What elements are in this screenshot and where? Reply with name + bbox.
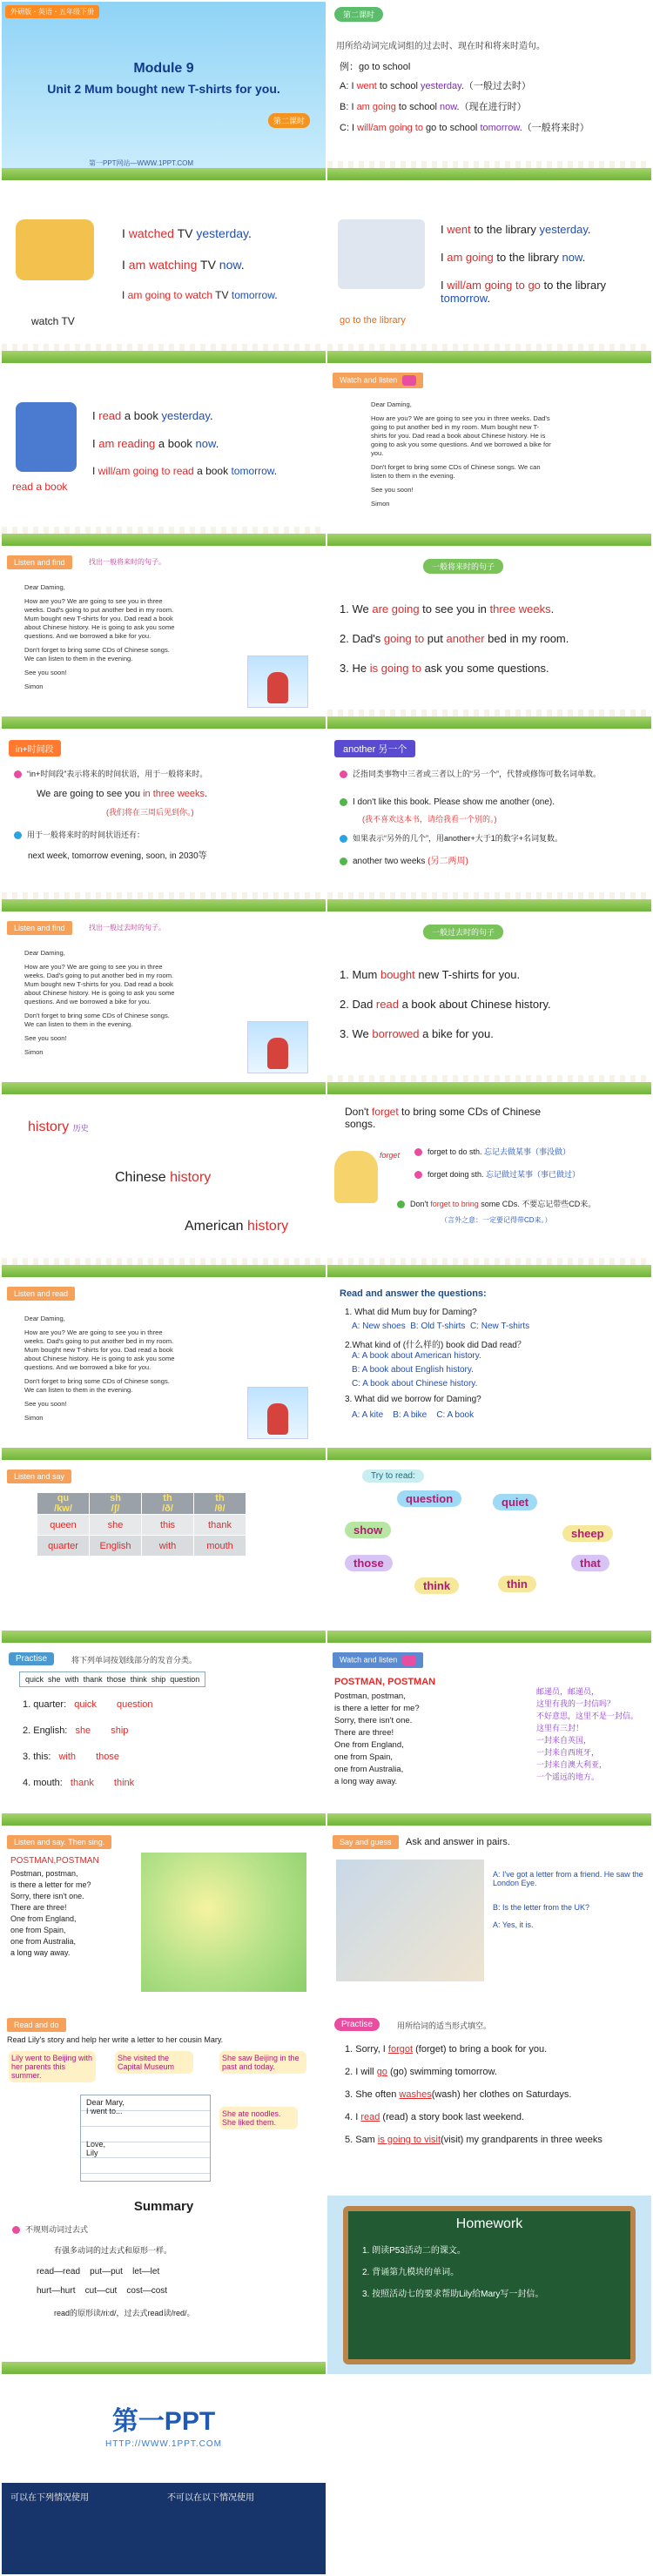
note: read的原形读/ri:d/，过去式read读/red/。 — [54, 2309, 195, 2317]
phrase-chinese-history: Chinese history — [115, 1170, 212, 1185]
line-2: 2. Dad read a book about Chinese history. — [340, 998, 551, 1011]
letter: Dear Daming, How are you? We are going to see you in three weeks. Dad's going to put another bed in my room. Mum bought new T-shirts for you. Dad read a book about Chinese history. He is going to ask you some questions. And we borrowed a bike for you. Don't forget to bring some CDs of Chinese songs. We can listen to them in the evening. See you soon! Simon — [24, 949, 175, 1056]
word-chip: question — [397, 1490, 461, 1507]
bullet-icon — [414, 1171, 422, 1179]
answer-row: 1. quarter: quick question — [23, 1699, 153, 1710]
translation-1: (我不喜欢这本书，请给我看一个别的。) — [362, 815, 497, 824]
illustration-label: go to the library — [340, 315, 406, 326]
illustration-label: watch TV — [31, 315, 75, 327]
phrase-american-history: American history — [185, 1219, 289, 1234]
boy-picture — [247, 1387, 308, 1439]
line-1: 1. Mum bought new T-shirts for you. — [340, 968, 521, 981]
options-1: A: New shoes B: Old T-shirts C: New T-shirts — [352, 1322, 530, 1331]
section-tag: Listen and say — [7, 1470, 71, 1483]
word-chip: sheep — [562, 1525, 613, 1542]
usage-1: forget to do sth. 忘记去做某事（事没做） — [414, 1146, 570, 1157]
song-title: POSTMAN,POSTMAN — [10, 1856, 99, 1866]
slide-future-sentences — [327, 550, 651, 729]
usage-2: forget doing sth. 忘记做过某事（事已做过） — [414, 1168, 580, 1180]
question-1: 1. Sorry, I forgot (forget) to bring a book for you. — [345, 2044, 548, 2055]
letter: Dear Daming, How are you? We are going to see you in three weeks. Dad's going to put another bed in my room. Mum bought new T-shirts for you. Dad read a book about Chinese history. He is going to ask you some questions. And we borrowed a bike for you. Don't forget to bring some CDs of Chinese songs. We can listen to them in the evening. See you soon! Simon — [24, 583, 175, 690]
rule-2: 如果表示“另外的几个”，用another+大于1的数字+名词复数。 — [340, 832, 636, 844]
title: Don't forget to bring some CDs of Chinese songs. — [345, 1106, 542, 1130]
lesson-tag: 第二课时 — [334, 7, 383, 22]
slide-practise-sort — [2, 1647, 326, 1826]
pair-row-1: read—read put—put let—let — [37, 2267, 160, 2277]
title: Read and answer the questions: — [340, 1288, 487, 1299]
line-3: 3. He is going to ask you some questions. — [340, 662, 549, 675]
homework-item: 3. 按照活动七的要求帮助Lily给Mary写一封信。 — [362, 2290, 544, 2299]
letter: Dear Daming, How are you? We are going to see you in three weeks. Dad's going to put another bed in my room. Mum bought new T-shirts for you. Dad read a book about Chinese history. He is going to ask you some questions. And we borrowed a bike for you. Don't forget to bring some CDs of Chinese songs. We can listen to them in the evening. See you soon! Simon — [24, 1315, 175, 1422]
poem: Postman, postman, is there a letter for me? Sorry, there isn't one. There are three! One from England, one from Spain, one from Australia, a long way away. — [10, 1869, 91, 1957]
example: We are going to see you in three weeks. — [37, 789, 208, 799]
section-tag: Listen and find — [7, 555, 72, 569]
section-tag: 不规则动词过去式 — [12, 2223, 88, 2235]
poem-translation: 邮递员，邮递员， 这里有我的一封信吗？ 不好意思，这里不是一封信。 这里有三封！ 一封来自英国， 一封来自西班牙， 一封来自澳大利亚， 一个遥远的地方。 — [536, 1687, 639, 1781]
bullet-icon — [340, 835, 347, 843]
tv-illustration — [16, 219, 94, 280]
teacher-illustration — [334, 1151, 378, 1203]
homework-item: 1. 朗读P53活动二的课文。 — [362, 2246, 466, 2256]
logo: 第一PPT — [111, 2407, 216, 2436]
slide-watch-listen-letter — [327, 367, 651, 546]
play-icon[interactable] — [402, 375, 416, 386]
line-present: I am reading a book now. — [92, 437, 219, 450]
line-future: I will/am going to go to the library tomorrow. — [441, 279, 607, 305]
slide-practise-fill — [327, 2013, 651, 2191]
slide-summary — [2, 2196, 326, 2374]
bubble-3: She saw Beijing in the past and today. — [219, 2051, 306, 2074]
bullet-icon — [340, 798, 347, 806]
word-chip: show — [345, 1522, 391, 1538]
head-cell: qu /kw/ — [37, 1493, 90, 1515]
head-cell: sh /ʃ/ — [90, 1493, 142, 1515]
line-a: A: I've got a letter from a friend. He saw the London Eye. — [493, 1870, 643, 1887]
word-chip: think — [414, 1577, 459, 1594]
answer-row: 4. mouth: thank think — [23, 1778, 135, 1788]
slide-postman-watch — [327, 1647, 651, 1826]
site-watermark: 第一PPT网站—WWW.1PPT.COM — [89, 159, 193, 167]
slide-postman-sing — [2, 1830, 326, 2008]
instruction: Read Lily's story and help her write a letter to her cousin Mary. — [7, 2035, 224, 2044]
unit-title: Unit 2 Mum bought new T-shirts for you. — [47, 82, 280, 96]
rule-1: 泛指同类事物中三者或三者以上的“另一个”，代替或修饰可数名词单数。 — [340, 768, 636, 779]
library-illustration — [338, 219, 425, 289]
photo-collage — [336, 1860, 484, 1981]
footer-panel — [2, 2483, 326, 2574]
slide-past-sentences — [327, 916, 651, 1094]
section-tag: Listen and say. Then sing. — [7, 1835, 111, 1849]
section-tag: Listen and find — [7, 921, 72, 935]
slide-listen-find-past — [2, 916, 326, 1094]
question-2: 2.What kind of (什么样的) book did Dad read？ — [345, 1341, 526, 1350]
bullet-icon — [14, 770, 22, 778]
word-history: history 历史 — [28, 1120, 89, 1134]
example-head: 例：go to school — [340, 62, 411, 72]
intro-text: 用所给动词完成词组的过去时、现在时和将来时造句。 — [336, 42, 545, 51]
line-2: 2. Dad's going to put another bed in my room. — [340, 632, 569, 645]
word-chip: thin — [498, 1576, 536, 1592]
bullet-icon — [414, 1148, 422, 1156]
bullet-icon — [340, 770, 347, 778]
sentence-b: B: I am going to school now.（现在进行时） — [340, 102, 527, 112]
slide-read-answer — [327, 1281, 651, 1460]
slide-read-do — [2, 2013, 326, 2191]
slide-listen-read — [2, 1281, 326, 1460]
hint: 找出一般将来时的句子。 — [89, 558, 165, 566]
word-chip: those — [345, 1555, 393, 1571]
options-3: A: A kite B: A bike C: A book — [352, 1410, 475, 1420]
decor-picture — [141, 1853, 306, 1992]
slide-credits — [2, 2378, 326, 2574]
line-1: 1. We are going to see you in three weeks. — [340, 602, 555, 615]
reading-illustration — [16, 402, 77, 472]
phonics-table: qu /kw/ sh /ʃ/ th /ð/ th /θ/ queen she this thank quarter English with mouth — [37, 1492, 246, 1557]
line-present: I am watching TV now. — [122, 258, 245, 272]
line-b: B: Is the letter from the UK? — [493, 1903, 590, 1912]
bullet-icon — [340, 858, 347, 865]
line-3: 3. We borrowed a bike for you. — [340, 1027, 494, 1040]
question-4: 4. I read (read) a story book last weekend. — [345, 2112, 525, 2122]
hint-banner: 一般将来时的句子 — [423, 559, 503, 574]
slide-watch-tv — [2, 185, 326, 363]
section-tag: another 另一个 — [334, 740, 415, 757]
head-cell: th /θ/ — [194, 1493, 246, 1515]
slide-homework — [327, 2196, 651, 2374]
poem: Postman, postman, is there a letter for me? Sorry, there isn't one. There are three! One from England, one from Spain, one from Australia, a long way away. — [334, 1692, 420, 1786]
bullet-icon — [397, 1201, 405, 1208]
line-past: I read a book yesterday. — [92, 409, 213, 422]
line-past: I went to the library yesterday. — [441, 223, 591, 236]
cannot-use-head: 不可以在以下情况使用 — [167, 2493, 254, 2503]
bullet-icon — [12, 2226, 20, 2234]
section-tag: Watch and listen — [333, 373, 423, 388]
slide-forget — [327, 1099, 651, 1277]
can-use-head: 可以在下列情况使用 — [10, 2493, 89, 2503]
question-5: 5. Sam is going to visit(visit) my grandparents in three weeks — [345, 2135, 603, 2145]
option-2b: B: A book about English history. — [352, 1365, 474, 1375]
slide-library — [327, 185, 651, 363]
slide-say-guess — [327, 1830, 651, 2008]
answer-row: 2. English: she ship — [23, 1725, 129, 1736]
time-list: next week, tomorrow evening, soon, in 2030等 — [28, 851, 207, 861]
site-url: HTTP://WWW.1PPT.COM — [105, 2439, 222, 2449]
play-icon[interactable] — [402, 1655, 416, 1665]
slide-another — [327, 733, 651, 911]
sentence-a: A: I went to school yesterday.（一般过去时） — [340, 81, 531, 91]
slide-in-time — [2, 733, 326, 911]
letter-form: Dear Mary, I went to... Love, Lily — [80, 2095, 211, 2182]
slide-listen-find-future — [2, 550, 326, 729]
section-tag: Practise — [9, 1652, 54, 1665]
module-title: Module 9 — [133, 61, 194, 76]
bubble-4: She ate noodles. She liked them. — [219, 2107, 298, 2129]
section-tag: in+时间段 — [9, 740, 61, 757]
option-2a: A: A book about American history. — [352, 1351, 481, 1361]
section-tag: Watch and listen — [333, 1652, 423, 1668]
line-c: A: Yes, it is. — [493, 1920, 534, 1929]
word-bank: quick she with thank those think ship question — [19, 1671, 205, 1687]
rule: 有强多动词的过去式和原形一样。 — [54, 2246, 172, 2255]
heading: Ask and answer in pairs. — [406, 1837, 510, 1847]
section-tag: Read and do — [7, 2018, 66, 2032]
line-present: I am going to the library now. — [441, 251, 586, 264]
question-1: 1. What did Mum buy for Daming? — [345, 1308, 477, 1317]
slide-title — [2, 2, 326, 180]
boy-picture — [247, 1021, 308, 1073]
section-tag: Say and guess — [333, 1835, 399, 1849]
question-3: 3. She often washes(wash) her clothes on Saturdays. — [345, 2089, 572, 2100]
head-cell: th /ð/ — [142, 1493, 194, 1515]
hint: 用所给词的适当形式填空。 — [397, 2021, 492, 2030]
example: Don't forget to bring some CDs. 不要忘记带些CD来。 — [397, 1198, 596, 1209]
slide-tense-example — [327, 2, 651, 180]
line-future: I will/am going to read a book tomorrow. — [92, 465, 278, 477]
option-2c: C: A book about Chinese history. — [352, 1379, 478, 1389]
note: （言外之意：一定要记得带CD来。） — [441, 1216, 552, 1224]
rule-2: 用于一般将来时的时间状语还有： — [14, 829, 145, 840]
question-2: 2. I will go (go) swimming tomorrow. — [345, 2067, 497, 2077]
hint-banner: 一般过去时的句子 — [423, 925, 503, 939]
section-tag: Practise — [334, 2018, 380, 2031]
translation: (我们将在三周后见到你。) — [106, 808, 194, 817]
section-tag: Try to read: — [362, 1470, 424, 1483]
word-chip: quiet — [493, 1494, 537, 1510]
pair-row-2: hurt—hurt cut—cut cost—cost — [37, 2286, 168, 2296]
question-3: 3. What did we borrow for Daming? — [345, 1395, 481, 1404]
bubble-2: She visited the Capital Museum — [115, 2051, 193, 2074]
hint: 找出一般过去时的句子。 — [89, 924, 165, 932]
bullet-icon — [14, 831, 22, 839]
example-2: another two weeks (另二两周) — [340, 853, 468, 866]
song-title: POSTMAN, POSTMAN — [334, 1677, 436, 1687]
sentence-c: C: I will/am going to go to school tomorrow.（一般将来时） — [340, 123, 589, 133]
homework-item: 2. 背诵第九模块的单词。 — [362, 2268, 460, 2277]
line-past: I watched TV yesterday. — [122, 226, 252, 240]
word-chip: that — [571, 1555, 609, 1571]
title: Summary — [133, 2199, 194, 2214]
slide-read-book — [2, 367, 326, 546]
slide-try-read — [327, 1464, 651, 1643]
example-1: I don't like this book. Please show me another (one). — [340, 797, 555, 807]
section-tag: Listen and read — [7, 1287, 75, 1301]
answer-row: 3. this: with those — [23, 1752, 120, 1762]
chalkboard — [343, 2206, 636, 2364]
line-future: I am going to watch TV tomorrow. — [122, 289, 278, 301]
forget-sign: forget — [380, 1151, 401, 1160]
grass — [2, 168, 326, 180]
rule-1: “in+时间段”表示将来的时间状语，用于一般将来时。 — [14, 768, 310, 779]
slide-phonics-table — [2, 1464, 326, 1643]
boy-picture — [247, 656, 308, 708]
lesson-badge: 第二课时 — [268, 113, 310, 128]
homework-title: Homework — [455, 2216, 523, 2231]
letter: Dear Daming, How are you? We are going to see you in three weeks. Dad's going to put another bed in my room. Mum bought new T-shirts for you. Dad read a book about Chinese history. He is going to ask you some questions. And we borrowed a bike for you. Don't forget to bring some CDs of Chinese songs. We can listen to them in the evening. See you soon! Simon — [371, 400, 551, 508]
illustration-label: read a book — [12, 481, 68, 493]
hint: 将下列单词按划线部分的发音分类。 — [71, 1656, 198, 1665]
bubble-1: Lily went to Beijing with her parents this summer. — [9, 2051, 96, 2082]
ribbon: 外研版・英语・五年级下册 — [5, 5, 99, 18]
slide-history — [2, 1099, 326, 1277]
